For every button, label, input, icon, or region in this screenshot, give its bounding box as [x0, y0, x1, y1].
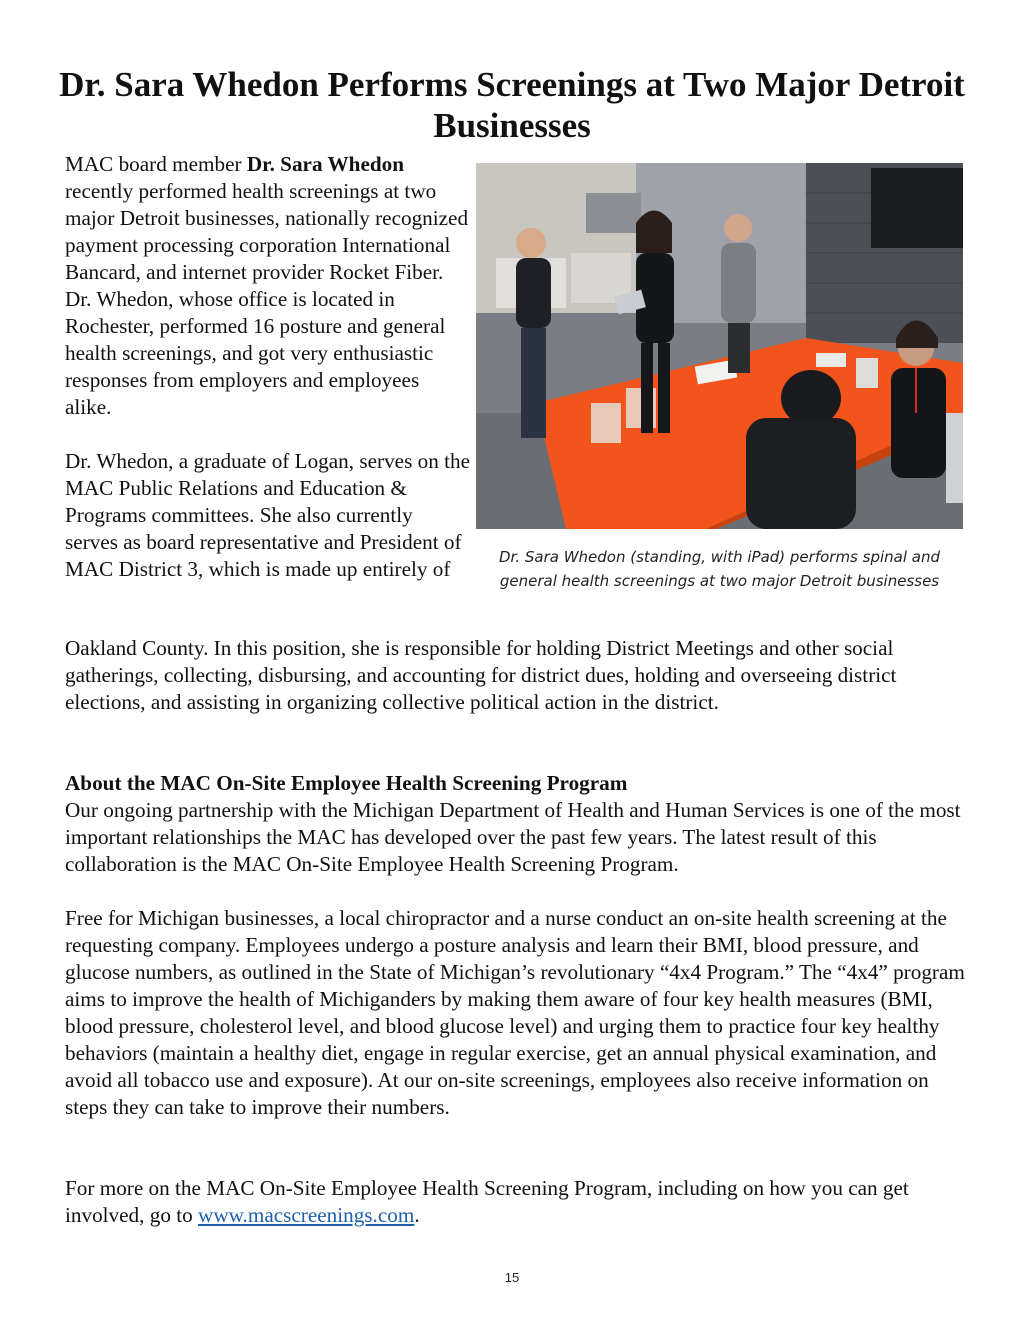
- lead-prefix: MAC board member: [65, 152, 247, 176]
- page-number: 15: [504, 1270, 520, 1285]
- more-info-suffix: .: [414, 1203, 420, 1227]
- lead-name: Dr. Sara Whedon: [246, 152, 405, 176]
- screening-photo: [476, 163, 963, 529]
- photo-caption: Dr. Sara Whedon (standing, with iPad) performs spinal and general health screenings at two major Detroit businesses: [499, 548, 940, 590]
- more-info-paragraph: [65, 1175, 965, 1229]
- macscreenings-link[interactable]: www.macscreenings.com: [198, 1203, 415, 1227]
- lead-paragraph: [65, 151, 470, 421]
- bio-paragraph-start: Dr. Whedon, a graduate of Logan, serves on the MAC Public Relations and Education & Programs committees. She also currently serves as board representative and President of MAC District 3, which is made up entirely of: [65, 449, 470, 581]
- partnership-paragraph: Our ongoing partnership with the Michigan Department of Health and Human Services is one of the most important relationships the MAC has developed over the past few years. The latest result of this collaboration is the MAC On-Site Employee Health Screening Program.: [65, 798, 961, 876]
- screening-photo-illustration: [476, 163, 963, 529]
- article-title: Dr. Sara Whedon Performs Screenings at Two Major Detroit Businesses: [59, 65, 965, 145]
- free-screening-paragraph: Free for Michigan businesses, a local chiropractor and a nurse conduct an on-site health screening at the requesting company. Employees undergo a posture analysis and learn their BMI, blood pressure, and glucose numbers, as outlined in the State of Michigan’s revolutionary “4x4 Program.” The “4x4” program aims to improve the health of Michiganders by making them aware of four key health measures (BMI, blood pressure, cholesterol level, and blood glucose level) and urging them to practice four key healthy behaviors (maintain a healthy diet, engage in regular exercise, get an annual physical examination, and avoid all tobacco use and exposure). At our on-site screenings, employees also receive information on steps they can take to improve their numbers.: [65, 906, 965, 1119]
- paragraph-gap: [65, 421, 470, 448]
- bio-paragraph-end: Oakland County. In this position, she is responsible for holding District Meetings and other social gatherings, collecting, disbursing, and accounting for district dues, holding and overseeing district elections, and assisting in organizing collective political action in the district.: [65, 636, 897, 714]
- lead-column: [65, 151, 470, 583]
- program-heading: About the MAC On-Site Employee Health Screening Program: [65, 771, 628, 795]
- more-info-prefix: For more on the MAC On-Site Employee Health Screening Program, including on how you can get involved, go to: [65, 1176, 909, 1227]
- lead-rest: recently performed health screenings at two major Detroit businesses, nationally recognized payment processing corporation International Bancard, and internet provider Rocket Fiber. Dr. Whedon, whose office is located in Rochester, performed 16 posture and general health screenings, and got very enthusiastic responses from employers and employees alike.: [65, 179, 469, 419]
